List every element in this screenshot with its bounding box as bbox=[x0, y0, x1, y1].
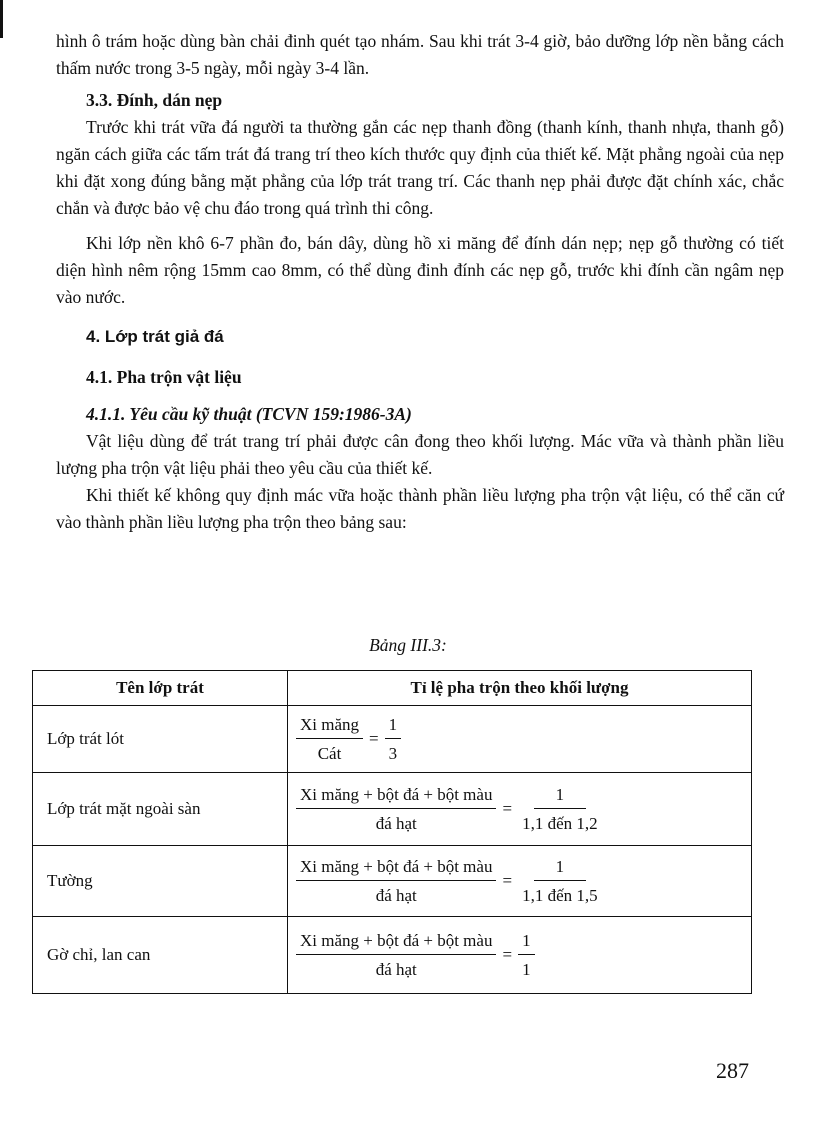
paragraph-materials: Vật liệu dùng để trát trang trí phải được cân đong theo khối lượng. Mác vữa và thành phần liều lượng pha trộn vật liệu phải theo yêu cầu của thiết kế. bbox=[56, 431, 784, 478]
fraction-numerator: Xi măng + bột đá + bột màu bbox=[296, 856, 496, 881]
value-denominator: 1 bbox=[522, 959, 531, 979]
mix-ratio bbox=[288, 917, 752, 994]
mix-ratio bbox=[288, 846, 752, 917]
value-denominator: 3 bbox=[388, 743, 398, 763]
value-numerator: 1 bbox=[534, 856, 587, 881]
body-text bbox=[56, 28, 784, 536]
page-number: 287 bbox=[716, 1058, 749, 1083]
equals-sign: = bbox=[502, 871, 513, 890]
section-heading-4: 4. Lớp trát giả đá bbox=[86, 327, 224, 346]
layer-name: Lớp trát lót bbox=[33, 706, 288, 773]
layer-name: Tường bbox=[33, 846, 288, 917]
fraction-numerator: Xi măng + bột đá + bột màu bbox=[296, 784, 496, 809]
mix-ratio bbox=[288, 773, 752, 846]
equals-sign: = bbox=[502, 799, 513, 818]
ratio-fraction bbox=[296, 784, 496, 835]
table-row bbox=[33, 917, 752, 994]
section-heading-4-1: 4.1. Pha trộn vật liệu bbox=[86, 367, 242, 387]
mix-ratio bbox=[288, 706, 752, 773]
fraction-denominator: đá hạt bbox=[375, 813, 417, 833]
paragraph-strips: Trước khi trát vữa đá người ta thường gắn các nẹp thanh đồng (thanh kính, thanh nhựa, thanh gỗ) ngăn cách giữa các tấm trát đá trang trí theo kích thước quy định của thiết kế. Mặt phẳng ngoài của nẹp khi đặt xong đúng bằng mặt phẳng của lớp trát trang trí. Các thanh nẹp phải được đặt chính xác, chắc chắn và được bảo vệ chu đáo trong quá trình thi công. bbox=[56, 117, 784, 218]
fraction-numerator: Xi măng bbox=[296, 714, 363, 739]
fraction-denominator: Cát bbox=[317, 743, 342, 763]
value-denominator: 1,1 đến 1,5 bbox=[522, 885, 598, 905]
table-row bbox=[33, 846, 752, 917]
ratio-value bbox=[385, 714, 402, 765]
paragraph-design: Khi thiết kế không quy định mác vữa hoặc thành phần liều lượng pha trộn vật liệu, có thể căn cứ vào thành phần liều lượng pha trộn theo bảng sau: bbox=[56, 485, 784, 532]
fraction-denominator: đá hạt bbox=[375, 885, 417, 905]
section-heading-3-3: 3.3. Đính, dán nẹp bbox=[86, 90, 223, 110]
header-layer-name: Tên lớp trát bbox=[33, 671, 288, 706]
value-numerator: 1 bbox=[385, 714, 402, 739]
ratio-fraction bbox=[296, 856, 496, 907]
mix-ratio-table bbox=[32, 670, 752, 994]
fraction-denominator: đá hạt bbox=[375, 959, 417, 979]
ratio-value bbox=[518, 784, 602, 835]
ratio-value bbox=[518, 856, 602, 907]
paragraph-gluing: Khi lớp nền khô 6-7 phần đo, bán dây, dùng hồ xi măng để đính dán nẹp; nẹp gỗ thường có tiết diện hình nêm rộng 15mm cao 8mm, có thể dùng đinh đính các nẹp gỗ, trước khi đính cần ngâm nẹp vào nước. bbox=[56, 233, 784, 307]
scan-edge-mark bbox=[0, 0, 3, 38]
ratio-value bbox=[518, 930, 535, 981]
layer-name: Lớp trát mặt ngoài sàn bbox=[33, 773, 288, 846]
value-numerator: 1 bbox=[534, 784, 587, 809]
table-row bbox=[33, 773, 752, 846]
fraction-numerator: Xi măng + bột đá + bột màu bbox=[296, 930, 496, 955]
ratio-fraction bbox=[296, 930, 496, 981]
header-mix-ratio: Tỉ lệ pha trộn theo khối lượng bbox=[288, 671, 752, 706]
value-denominator: 1,1 đến 1,2 bbox=[522, 813, 598, 833]
ratio-fraction bbox=[296, 714, 363, 765]
layer-name: Gờ chỉ, lan can bbox=[33, 917, 288, 994]
equals-sign: = bbox=[369, 729, 379, 748]
equals-sign: = bbox=[502, 945, 513, 964]
value-numerator: 1 bbox=[518, 930, 535, 955]
table-row bbox=[33, 706, 752, 773]
paragraph-continuation: hình ô trám hoặc dùng bàn chải đinh quét tạo nhám. Sau khi trát 3-4 giờ, bảo dưỡng lớp nền bằng cách thấm nước trong 3-5 ngày, mỗi ngày 3-4 lần. bbox=[56, 31, 784, 78]
section-heading-4-1-1: 4.1.1. Yêu cầu kỹ thuật (TCVN 159:1986-3A) bbox=[86, 404, 412, 424]
table-caption: Bảng III.3: bbox=[369, 635, 447, 655]
